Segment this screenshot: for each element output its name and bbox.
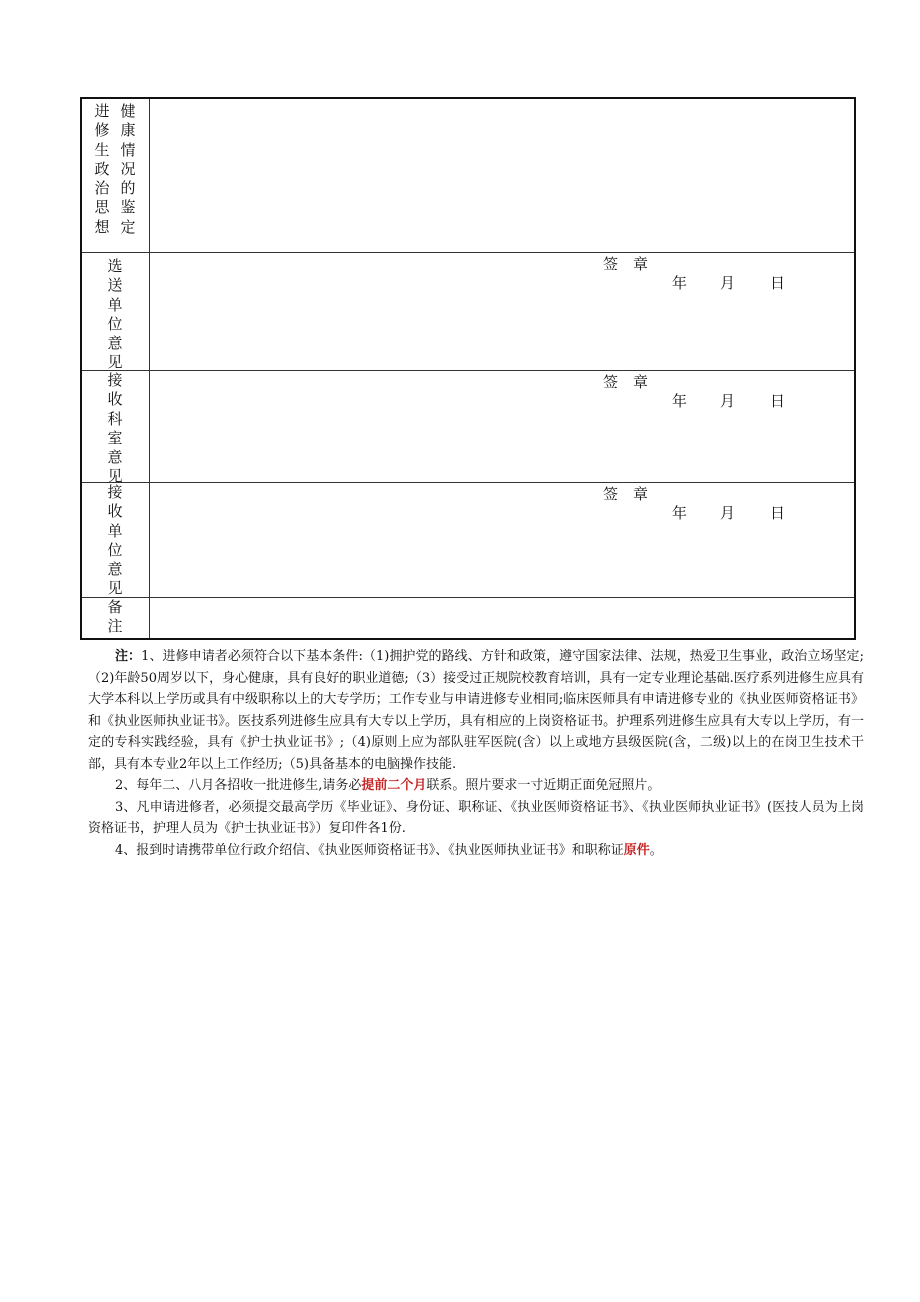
- label-receiving-unit: 接收单位意见: [107, 483, 123, 598]
- note-3-text: 3、凡申请进修者，必须提交最高学历《毕业证》、身份证、职称证、《执业医师资格证书》、《执业医师执业证书》(医技人员为上岗资格证书，护理人员为《护士执业证书》）复印件各1份.: [88, 799, 864, 836]
- row-remarks: [82, 598, 854, 638]
- notes-section: [88, 646, 864, 861]
- year-label: 年: [672, 504, 688, 522]
- note-2-text-end: 联系。照片要求一寸近期正面免冠照片。: [426, 778, 661, 793]
- row-sending-unit: [82, 253, 854, 371]
- note-2: [88, 775, 864, 797]
- application-form-table: [80, 97, 856, 640]
- row-label-receiving-unit: [82, 483, 150, 597]
- field-receiving-dept[interactable]: [150, 371, 854, 482]
- row-label-receiving-dept: [82, 371, 150, 486]
- sign-seal-label: 签 章: [603, 255, 649, 273]
- note-2-text: 2、每年二、八月各招收一批进修生,请务必: [115, 778, 362, 793]
- note-4-text-end: 。: [649, 842, 663, 858]
- note-label: 注：: [115, 649, 142, 664]
- label-health: 健康情况的鉴定: [120, 102, 136, 236]
- row-receiving-unit: [82, 483, 854, 598]
- row-label-remarks: [82, 598, 150, 638]
- field-political-health[interactable]: [150, 99, 854, 252]
- note-1: [88, 646, 864, 775]
- label-political: 进修生政治思想: [94, 102, 110, 236]
- label-remarks: 备注: [107, 598, 123, 636]
- row-political-health: [82, 99, 854, 253]
- day-label: 日: [770, 392, 786, 410]
- note-4: [88, 840, 864, 862]
- label-receiving-dept: 接收科室意见: [107, 371, 123, 486]
- day-label: 日: [770, 504, 786, 522]
- year-label: 年: [672, 274, 688, 292]
- label-sending-unit: 选送单位意见: [107, 257, 123, 372]
- year-label: 年: [672, 392, 688, 410]
- field-receiving-unit[interactable]: [150, 483, 854, 597]
- note-4-text: 4、报到时请携带单位行政介绍信、《执业医师资格证书》、《执业医师执业证书》和职称证: [115, 842, 624, 858]
- row-receiving-dept: [82, 371, 854, 486]
- note-3: [88, 797, 864, 840]
- row-label-sending-unit: [82, 253, 150, 370]
- field-sending-unit[interactable]: [150, 253, 854, 370]
- day-label: 日: [770, 274, 786, 292]
- note-4-highlight: 原件: [623, 842, 650, 858]
- sign-seal-label: 签 章: [603, 373, 649, 391]
- field-remarks[interactable]: [150, 598, 854, 638]
- row-label-political-health: [82, 99, 150, 252]
- note-2-highlight: 提前二个月: [361, 778, 427, 793]
- sign-seal-label: 签 章: [603, 485, 649, 503]
- month-label: 月: [720, 274, 736, 292]
- month-label: 月: [720, 504, 736, 522]
- note-1-text: 1、进修申请者必须符合以下基本条件:（1)拥护党的路线、方针和政策，遵守国家法律、法规，热爱卫生事业，政治立场坚定;（2)年龄50周岁以下，身心健康，具有良好的职业道德;（3）接受过正规院校教育培训，具有一定专业理论基础.医疗系列进修生应具有大学本科以上学历或具有中级职称以上的大专学历；工作专业与申请进修专业相同;临床医师具有申请进修专业的《执业医师资格证书》和《执业医师执业证书》。医技系列进修生应具有大专以上学历，具有相应的上岗资格证书。护理系列进修生应具有大专以上学历，有一定的专科实践经验，具有《护士执业证书》;（4)原则上应为部队驻军医院(含）以上或地方县级医院(含，二级)以上的在岗卫生技术干部，具有本专业2年以上工作经历;（5)具备基本的电脑操作技能.: [88, 649, 864, 772]
- month-label: 月: [720, 392, 736, 410]
